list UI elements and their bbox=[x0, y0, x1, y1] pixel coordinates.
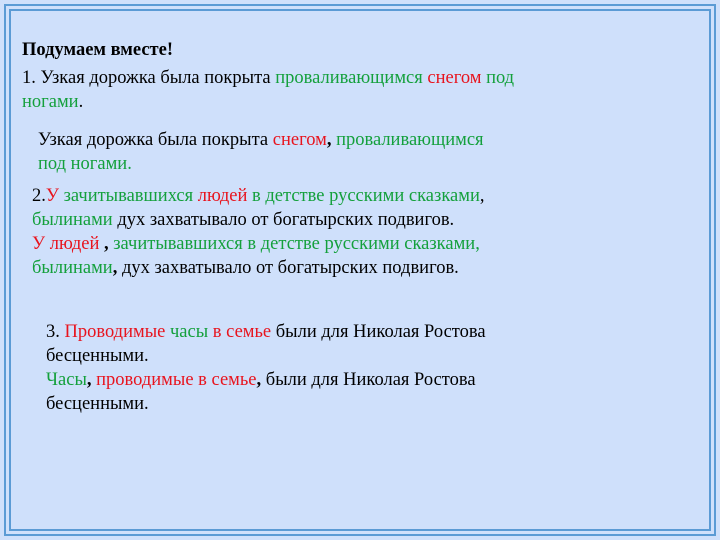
sentence-2-block bbox=[32, 184, 484, 280]
sentence-2-text: дух захватывало от богатырских подвигов. bbox=[112, 210, 455, 230]
sentence-3-corrected-participle: проводимые в семье bbox=[91, 370, 257, 390]
sentence-3-block bbox=[46, 320, 486, 416]
sentence-1-participle-end: ногами bbox=[22, 92, 79, 112]
comma: , bbox=[99, 234, 109, 254]
sentence-3-participle: Проводимые bbox=[64, 322, 166, 342]
sentence-2-line-1: 2.У зачитывавшихся людей в детстве русскими сказками, bbox=[32, 186, 485, 206]
comma: , bbox=[112, 258, 118, 278]
sentence-2-corrected-line-1 bbox=[32, 232, 484, 256]
sentence-1-corrected-text: Узкая дорожка была покрыта bbox=[38, 130, 273, 150]
comma: , bbox=[86, 370, 92, 390]
sentence-1-noun: снегом bbox=[427, 68, 482, 88]
sentence-2-line-2 bbox=[32, 208, 484, 232]
sentence-1-line-2: ногами. bbox=[22, 92, 84, 112]
sentence-1-corrected-block bbox=[38, 128, 484, 176]
sentence-1-line-1 bbox=[22, 66, 514, 90]
sentence-1-participle-cont: под bbox=[481, 68, 515, 88]
sentence-2-corrected-line-2 bbox=[32, 256, 484, 280]
sentence-2-noun: людей bbox=[197, 186, 248, 206]
sentence-3-line-1: 3. Проводимые часы в семье были для Николая Ростова bbox=[46, 322, 486, 342]
sentence-3-corrected-text: были для Николая Ростова bbox=[261, 370, 476, 390]
sentence-1-corrected-participle-end: под ногами. bbox=[38, 154, 132, 174]
sentence-2-participle-end: былинами bbox=[32, 210, 113, 230]
sentence-1-text: 1. Узкая дорожка была покрыта bbox=[22, 68, 276, 88]
comma: , bbox=[326, 130, 332, 150]
sentence-1-corrected-line-2 bbox=[38, 152, 484, 176]
comma: , bbox=[256, 370, 262, 390]
sentence-3-corrected-noun: Часы bbox=[46, 370, 87, 390]
sentence-1-corrected-line-1 bbox=[38, 128, 484, 152]
sentence-2-corrected-participle-end: былинами bbox=[32, 258, 113, 278]
sentence-3-participle-cont: в семье bbox=[208, 322, 272, 342]
sentence-3-line-2: бесценными. bbox=[46, 346, 149, 366]
sentence-3-corrected-line-1 bbox=[46, 368, 486, 392]
sentence-3-text: были для Николая Ростова bbox=[271, 322, 486, 342]
sentence-2-corrected-participle: зачитывавшихся в детстве русскими сказками, bbox=[108, 234, 480, 254]
page-title: Подумаем вместе! bbox=[22, 40, 174, 60]
sentence-2-corrected-text: дух захватывало от богатырских подвигов. bbox=[117, 258, 459, 278]
sentence-2-participle-cont: в детстве русскими сказками bbox=[247, 186, 480, 206]
sentence-3-noun: часы bbox=[165, 322, 209, 342]
sentence-2-participle: зачитывавшихся bbox=[63, 186, 194, 206]
sentence-1-participle: проваливающимся bbox=[275, 68, 423, 88]
sentence-3-corrected-line-2: бесценными. bbox=[46, 394, 149, 414]
sentence-2-preposition: У bbox=[45, 186, 59, 206]
sentence-1-block bbox=[22, 38, 514, 114]
sentence-2-corrected-noun: У людей bbox=[32, 234, 100, 254]
sentence-1-corrected-noun: снегом bbox=[272, 130, 327, 150]
sentence-1-corrected-participle: проваливающимся bbox=[331, 130, 484, 150]
